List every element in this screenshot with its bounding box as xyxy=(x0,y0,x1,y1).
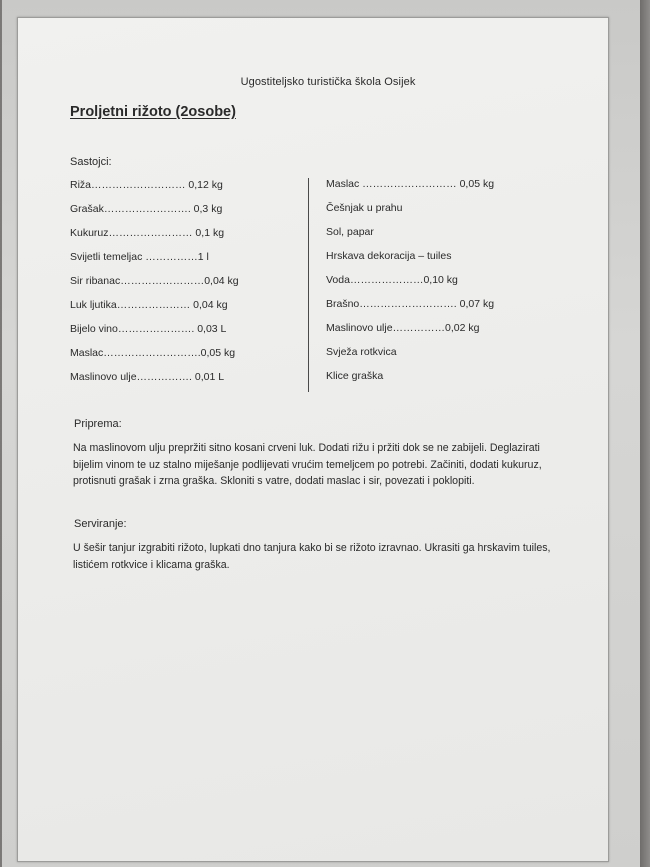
preparation-text xyxy=(73,440,563,490)
school-name: Ugostiteljsko turistička škola Osijek xyxy=(240,76,416,88)
background-edge xyxy=(640,0,650,867)
recipe-sheet xyxy=(17,17,609,862)
serving-line: U šešir tanjur izgrabiti rižoto, lupkati dno tanjura kako bi se rižoto izravnao. Ukrasiti ga hrskavim tuiles, xyxy=(73,542,551,554)
recipe-title: Proljetni rižoto (2osobe) xyxy=(70,104,236,120)
serving-text xyxy=(73,540,563,573)
ingredient-left: Svijetli temeljac ……………1 l xyxy=(70,251,209,263)
ingredient-right: Svježa rotkvica xyxy=(326,346,397,358)
ingredient-right: Maslinovo ulje……………0,02 kg xyxy=(326,322,480,334)
ingredient-left: Luk ljutika………………… 0,04 kg xyxy=(70,299,228,311)
ingredient-left: Bijelo vino…………………. 0,03 L xyxy=(70,323,227,335)
ingredient-right: Klice graška xyxy=(326,370,384,382)
ingredient-right: Sol, papar xyxy=(326,226,374,238)
ingredient-left: Riža……………………… 0,12 kg xyxy=(70,179,223,191)
preparation-line: bijelim vinom te uz stalno miješanje podlijevati vrućim temeljcem po potrebi. Začiniti, dodati kukuruz, xyxy=(73,458,542,471)
ingredient-right: Maslac ……………………… 0,05 kg xyxy=(326,178,495,190)
ingredient-right: Brašno………………………. 0,07 kg xyxy=(326,298,495,310)
ingredients-label: Sastojci: xyxy=(70,156,112,168)
preparation-label: Priprema: xyxy=(74,418,122,430)
document-holder xyxy=(2,0,642,867)
ingredient-right: Voda…………………0,10 kg xyxy=(326,274,458,286)
ingredient-left: Sir ribanac……………………0,04 kg xyxy=(70,275,239,287)
serving-line: listićem rotkvice i klicama graška. xyxy=(73,558,230,571)
ingredient-right: Češnjak u prahu xyxy=(326,202,403,214)
ingredient-left: Maslac……………………….0,05 kg xyxy=(70,347,236,359)
preparation-line: Na maslinovom ulju prepržiti sitno kosani crveni luk. Dodati rižu i pržiti dok se ne zabijeli. Deglazirati xyxy=(73,442,540,454)
column-divider xyxy=(308,178,309,392)
ingredient-left: Maslinovo ulje……………. 0,01 L xyxy=(70,371,225,383)
ingredient-left: Grašak……………………. 0,3 kg xyxy=(70,203,223,215)
preparation-line: protisnuti grašak i zrna graška. Skloniti s vatre, dodati maslac i sir, povezati i poklopiti. xyxy=(73,475,475,487)
serving-label: Serviranje: xyxy=(74,518,127,530)
ingredient-right: Hrskava dekoracija – tuiles xyxy=(326,250,452,262)
ingredient-left: Kukuruz…………………… 0,1 kg xyxy=(70,227,225,239)
